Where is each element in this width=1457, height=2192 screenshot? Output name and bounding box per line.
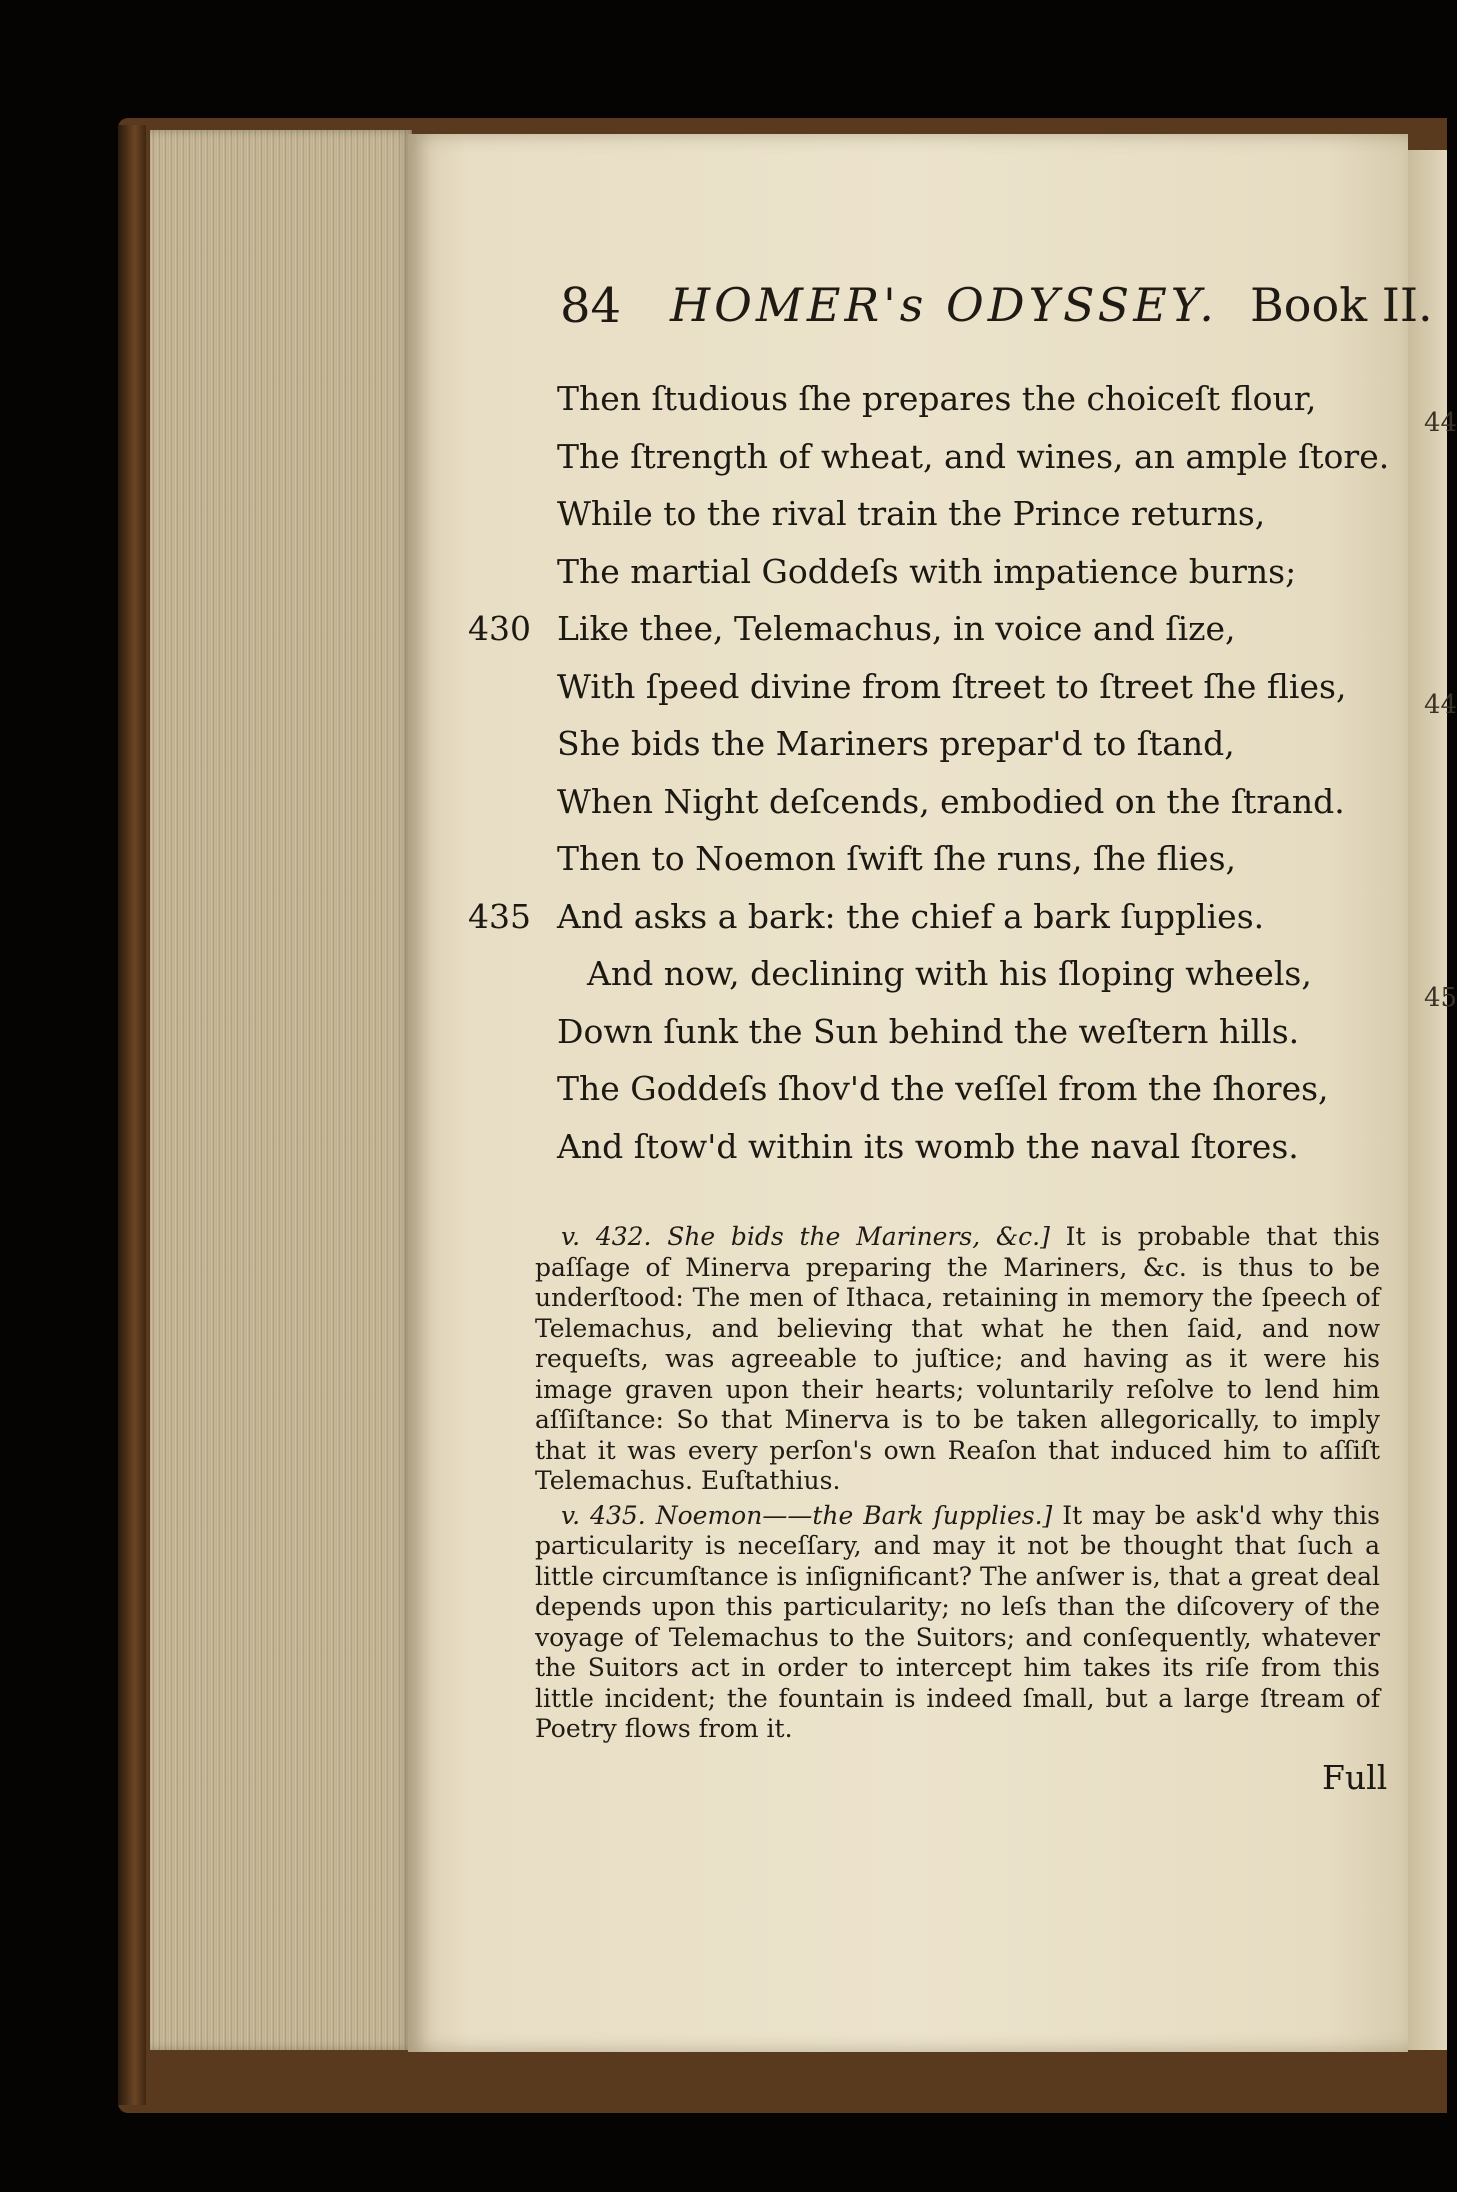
verse-text: The ſtrength of wheat, and wines, an ample ſtore.: [557, 436, 1390, 476]
verse-text: When Night deſcends, embodied on the ſtrand.: [557, 781, 1345, 821]
verse-text: And ſtow'd within its womb the naval ſtores.: [557, 1126, 1299, 1166]
verse-line: [470, 888, 1370, 946]
verse-text: The martial Goddeſs with impatience burns;: [557, 551, 1297, 591]
verse-text: With ſpeed divine from ſtreet to ſtreet ſhe flies,: [557, 666, 1347, 706]
verse-text: Down ſunk the Sun behind the weſtern hills.: [557, 1011, 1300, 1051]
footnote-text: It may be ask'd why this particularity is neceſſary, and may it not be thought that ſuch a little circumſtance is inſignificant? The anſwer is, that a great deal depends upon this particularity; no leſs than the diſcovery of the voyage of Telemachus to the Suitors; and conſequently, whatever the Suitors act in order to intercept him takes its riſe from this little incident; the fountain is indeed ſmall, but a large ſtream of Poetry flows from it.: [535, 1500, 1380, 1743]
verse-text: She bids the Mariners prepar'd to ſtand,: [557, 724, 1235, 763]
verse-line: [470, 370, 1370, 428]
verse-text: And now, declining with his ſloping wheels,: [587, 954, 1312, 993]
facing-page-line-number: 44: [1424, 690, 1457, 720]
footnote: [535, 1501, 1380, 1745]
footnotes: [535, 1222, 1380, 1749]
verse-line: [470, 715, 1370, 773]
verse-line: [470, 600, 1370, 658]
facing-page-line-number: 44: [1424, 408, 1457, 438]
book-spine: [118, 125, 146, 2105]
running-title: HOMER's ODYSSEY.: [670, 278, 1218, 332]
verse-line: [470, 658, 1370, 716]
page-header: [560, 272, 1433, 342]
verse-line: [470, 830, 1370, 888]
page-number: 84: [560, 278, 622, 334]
verse-line: [470, 485, 1370, 543]
verse-block: [468, 370, 1390, 1175]
line-number: 430: [468, 609, 531, 648]
verse-text: Like thee, Telemachus, in voice and ſize,: [557, 609, 1236, 648]
footnote-reference: v. 435. Noemon——the Bark ſupplies.]: [561, 1500, 1053, 1530]
facing-page-line-number: 45: [1424, 983, 1457, 1013]
verse-line: [470, 428, 1390, 486]
verse-line: [470, 1060, 1370, 1118]
footnote: [535, 1222, 1380, 1497]
verse-line: [470, 1118, 1370, 1176]
line-number: 435: [468, 896, 531, 936]
page-edges: [150, 130, 412, 2050]
verse-line: [470, 945, 1370, 1003]
verse-text: Then ſtudious ſhe prepares the choiceſt flour,: [557, 379, 1317, 418]
book-label: Book II.: [1250, 278, 1433, 332]
verse-line: [470, 773, 1370, 831]
verse-text: While to the rival train the Prince returns,: [557, 494, 1266, 533]
verse-text: The Goddeſs ſhov'd the veſſel from the ſhores,: [557, 1069, 1329, 1108]
verse-text: And asks a bark: the chief a bark ſupplies.: [557, 896, 1265, 936]
verse-line: [470, 543, 1370, 601]
footnote-text: It is probable that this paſſage of Minerva preparing the Mariners, &c. is thus to be underſtood: The men of Ithaca, retaining in memory the ſpeech of Telemachus, and believing that what he then ſaid, and now requeſts, was agreeable to juſtice; and having as it were his image graven upon their hearts; voluntarily reſolve to lend him aſſiſtance: So that Minerva is to be taken allegorically, to imply that it was every perſon's own Reaſon that induced him to aſſiſt Telemachus. Euſtathius.: [535, 1222, 1380, 1495]
verse-text: Then to Noemon ſwift ſhe runs, ſhe flies,: [557, 839, 1236, 878]
footnote-reference: v. 432. She bids the Mariners, &c.]: [561, 1222, 1050, 1251]
verse-line: [470, 1003, 1370, 1061]
catchword: Full: [1322, 1758, 1388, 1797]
